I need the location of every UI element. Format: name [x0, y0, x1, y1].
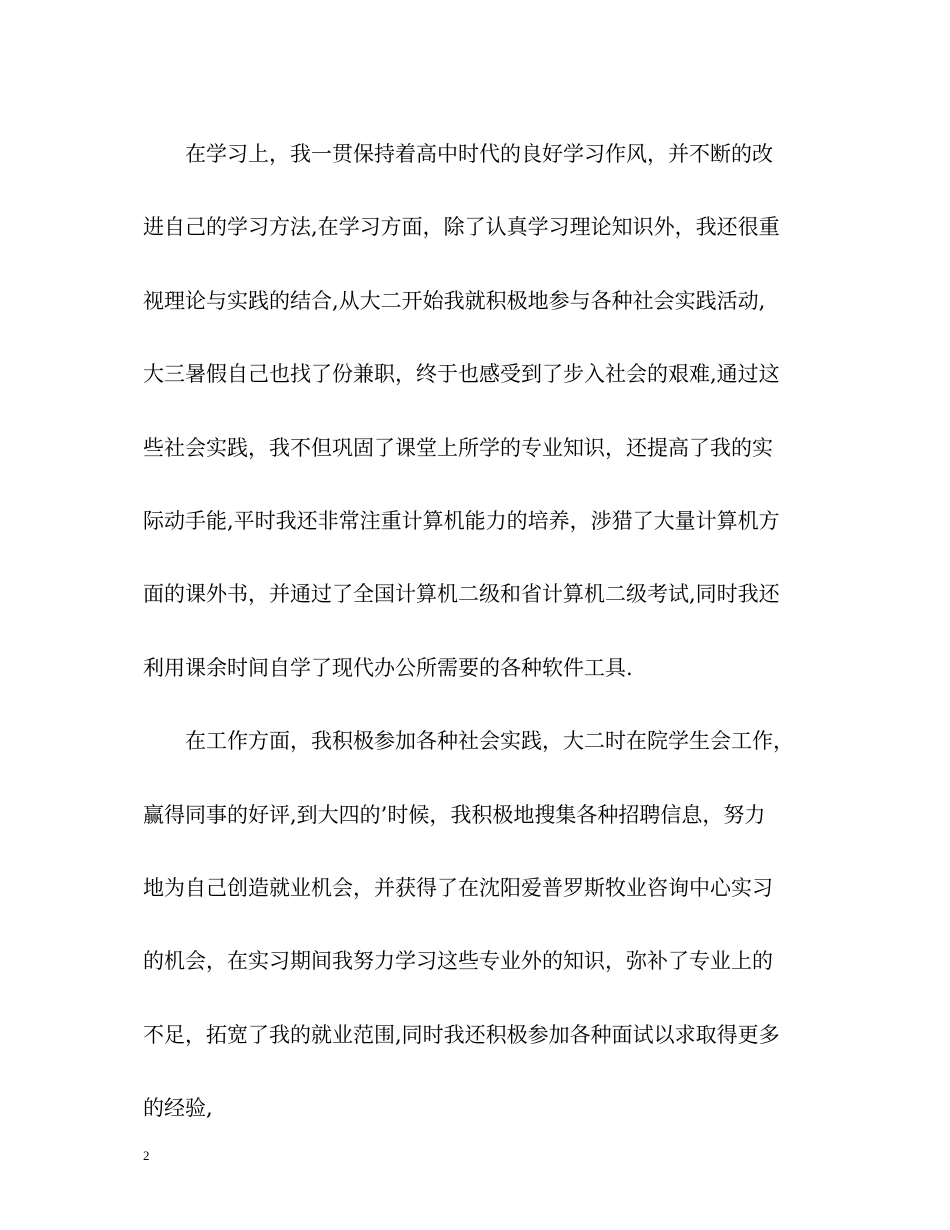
text-line: 些社会实践，我不但巩固了课堂上所学的专业知识，还提高了我的实 — [143, 435, 773, 460]
text-line: 面的课外书，并通过了全国计算机二级和省计算机二级考试,同时我还 — [143, 582, 780, 607]
text-line: 不足，拓宽了我的就业范围,同时我还积极参加各种面试以求取得更多 — [143, 1022, 780, 1047]
text-line: 际动手能,平时我还非常注重计算机能力的培养，涉猎了大量计算机方 — [143, 508, 780, 533]
body-text — [143, 118, 813, 1145]
text-line: 利用课余时间自学了现代办公所需要的各种软件工具. — [143, 655, 633, 680]
paragraph-2 — [143, 705, 813, 1145]
text-line: 的机会，在实习期间我努力学习这些专业外的知识，弥补了专业上的 — [143, 949, 773, 974]
page-number: 2 — [143, 1148, 150, 1163]
text-line: 赢得同事的好评,到大四的’时候，我积极地搜集各种招聘信息，努力 — [143, 802, 766, 827]
paragraph-1 — [143, 118, 813, 705]
text-line: 在工作方面，我积极参加各种社会实践，大二时在院学生会工作， — [185, 729, 794, 754]
text-line: 视理论与实践的结合,从大二开始我就积极地参与各种社会实践活动, — [143, 288, 766, 313]
text-line: 地为自己创造就业机会，并获得了在沈阳爱普罗斯牧业咨询中心实习 — [143, 875, 773, 900]
text-line: 的经验, — [143, 1096, 213, 1121]
text-line: 在学习上，我一贯保持着高中时代的良好学习作风，并不断的改 — [185, 142, 773, 166]
text-line: 进自己的学习方法,在学习方面，除了认真学习理论知识外，我还很重 — [143, 215, 780, 240]
text-line: 大三暑假自己也找了份兼职，终于也感受到了步入社会的艰难,通过这 — [143, 362, 780, 387]
